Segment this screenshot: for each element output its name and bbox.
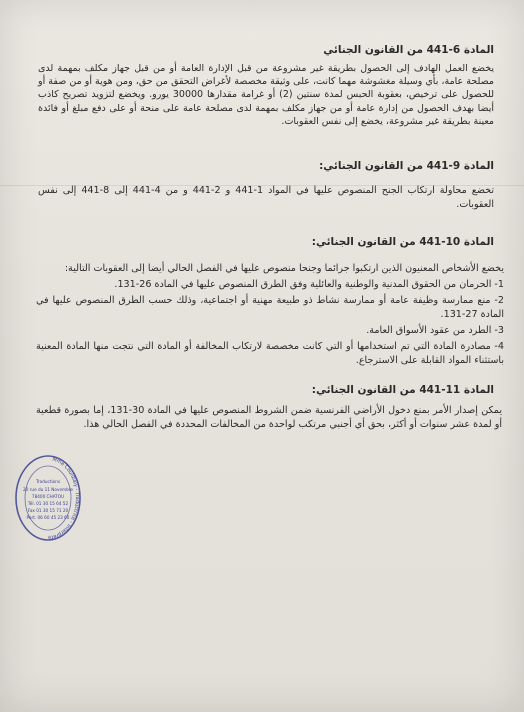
article-9-text: تخضع محاولة ارتكاب الجنح المنصوص عليها في المواد 1-441 و 2-441 و من 4-441 إلى 8-441 إلى نفس العقوبات. — [38, 185, 494, 211]
article-10-heading: المادة 10-441 من القانون الجنائي: — [311, 236, 494, 248]
stamp-line-4: Tél. 01 30 15 64 52 — [27, 501, 69, 506]
stamp-line-6: Port. 06 60 45 23 60 — [26, 515, 70, 520]
stamp-line-5: Fax 01 30 15 71 20 — [27, 508, 69, 513]
article-11-text: يمكن إصدار الأمر بمنع دخول الأراضي الفرنسية ضمن الشروط المنصوص عليها في المادة 30-131، إما بصورة قطعية أو لمدة عشر سنوات أو أكثر، بحق أي أجنبي مرتكب لواحدة من المخالفات المحددة في الفصل الحالي هذا. — [36, 405, 503, 431]
article-10-item-3: 3- الطرد من عقود الأسواق العامة. — [366, 325, 504, 336]
article-10-item-1: 1- الحرمان من الحقوق المدنية والوطنية والعائلية وفق الطرق المنصوص عليها في المادة 26-131. — [114, 279, 504, 290]
translator-stamp — [12, 452, 84, 547]
article-10-item-4: 4- مصادرة المادة التي تم استخدامها أو التي كانت مخصصة لارتكاب المخالفة أو المادة التي نتجت منها المادة المعنية باستثناء المواد القابلة على الاسترجاع. — [36, 341, 504, 367]
article-6-heading: المادة 6-441 من القانون الجنائي — [323, 44, 494, 56]
stamp-ring-text: Mme Coulibaly - Traductrice - Interprète — [47, 456, 80, 541]
stamp-line-3: 78400 CHATOU — [31, 494, 65, 499]
stamp-line-2: 20 rue du 11 Novembre — [23, 487, 73, 492]
article-10-item-2: 2- منع ممارسة وظيفة عامة أو ممارسة نشاط ذو طبيعة مهنية أو اجتماعية، وذلك حسب الطرق المنصوص عليها في المادة 27-131. — [36, 295, 504, 321]
article-9-heading: المادة 9-441 من القانون الجنائي: — [319, 160, 494, 172]
article-10-intro: يخضع الأشخاص المعنيون الذين ارتكبوا جرائما وجنحا منصوص عليها في الفصل الحالي أيضا إلى العقوبات التالية: — [64, 263, 504, 274]
stamp-line-1: Traductions — [35, 479, 61, 484]
article-6-text: يخضع العمل الهادف إلى الحصول بطريقة غير مشروعة من قبل الإدارة العامة أو من قبل جهاز مكلف بمهمة لدى مصلحة عامة، بأي وسيلة مغشوشة مهما كانت، على وثيقة مخصصة لأغراض التحقق من حق، ومن هوية أو من صفة أو للحصول على ترخيص، بعقوبة الحبس لمدة سنتين (2) أو غرامة مقدارها 30000 يورو. ويخضع لتزويد تصريح كاذب أيضا بهدف الحصول من إدارة عامة أو من جهاز مكلف بمهمة لدى مصلحة عامة على منحة أو على دفع مبلغ أو فائدة معينة بطريقة غير مشروعة، يخضع إلى نفس العقوبات. — [38, 63, 495, 127]
article-11-heading: المادة 11-441 من القانون الجنائي: — [311, 384, 494, 396]
